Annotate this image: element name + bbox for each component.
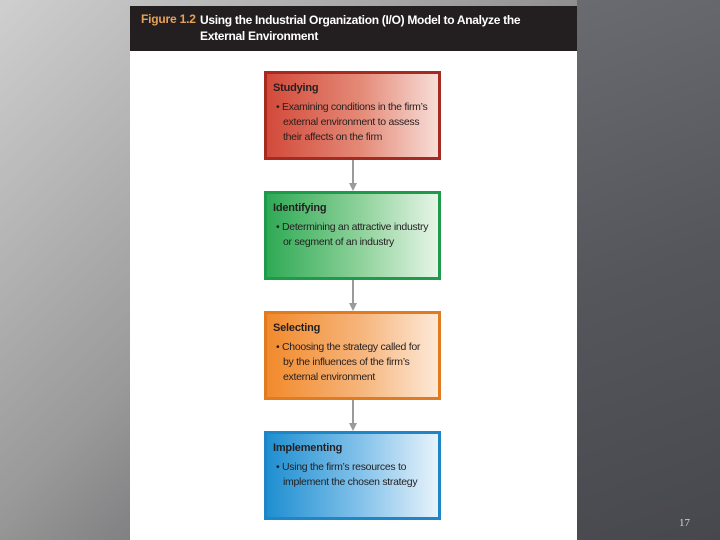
step-description: • Choosing the strategy called for by the influences of the firm’s external environment (276, 341, 421, 383)
step-description: • Using the firm’s resources to implement the chosen strategy (276, 461, 418, 488)
step-box-identifying (264, 191, 441, 280)
step-box-implementing (264, 431, 441, 520)
step-description: • Examining conditions in the firm’s external environment to assess their affects on the firm (276, 101, 428, 143)
step-title: Studying (273, 82, 319, 94)
down-arrow-icon (349, 160, 357, 191)
figure-number: Figure 1.2 (141, 12, 196, 26)
step-title: Implementing (273, 442, 343, 454)
figure-title: Using the Industrial Organization (I/O) Model to Analyze the External Environment (200, 13, 521, 43)
step-title: Identifying (273, 202, 327, 214)
figure-header (130, 6, 577, 51)
down-arrow-icon (349, 280, 357, 311)
slide-background-right (577, 0, 720, 540)
down-arrow-icon (349, 400, 357, 431)
step-description: • Determining an attractive industry or segment of an industry (276, 221, 429, 248)
step-box-studying (264, 71, 441, 160)
slide-page-number: 17 (679, 517, 690, 529)
figure-panel (130, 6, 577, 540)
step-box-selecting (264, 311, 441, 400)
step-title: Selecting (273, 322, 321, 334)
